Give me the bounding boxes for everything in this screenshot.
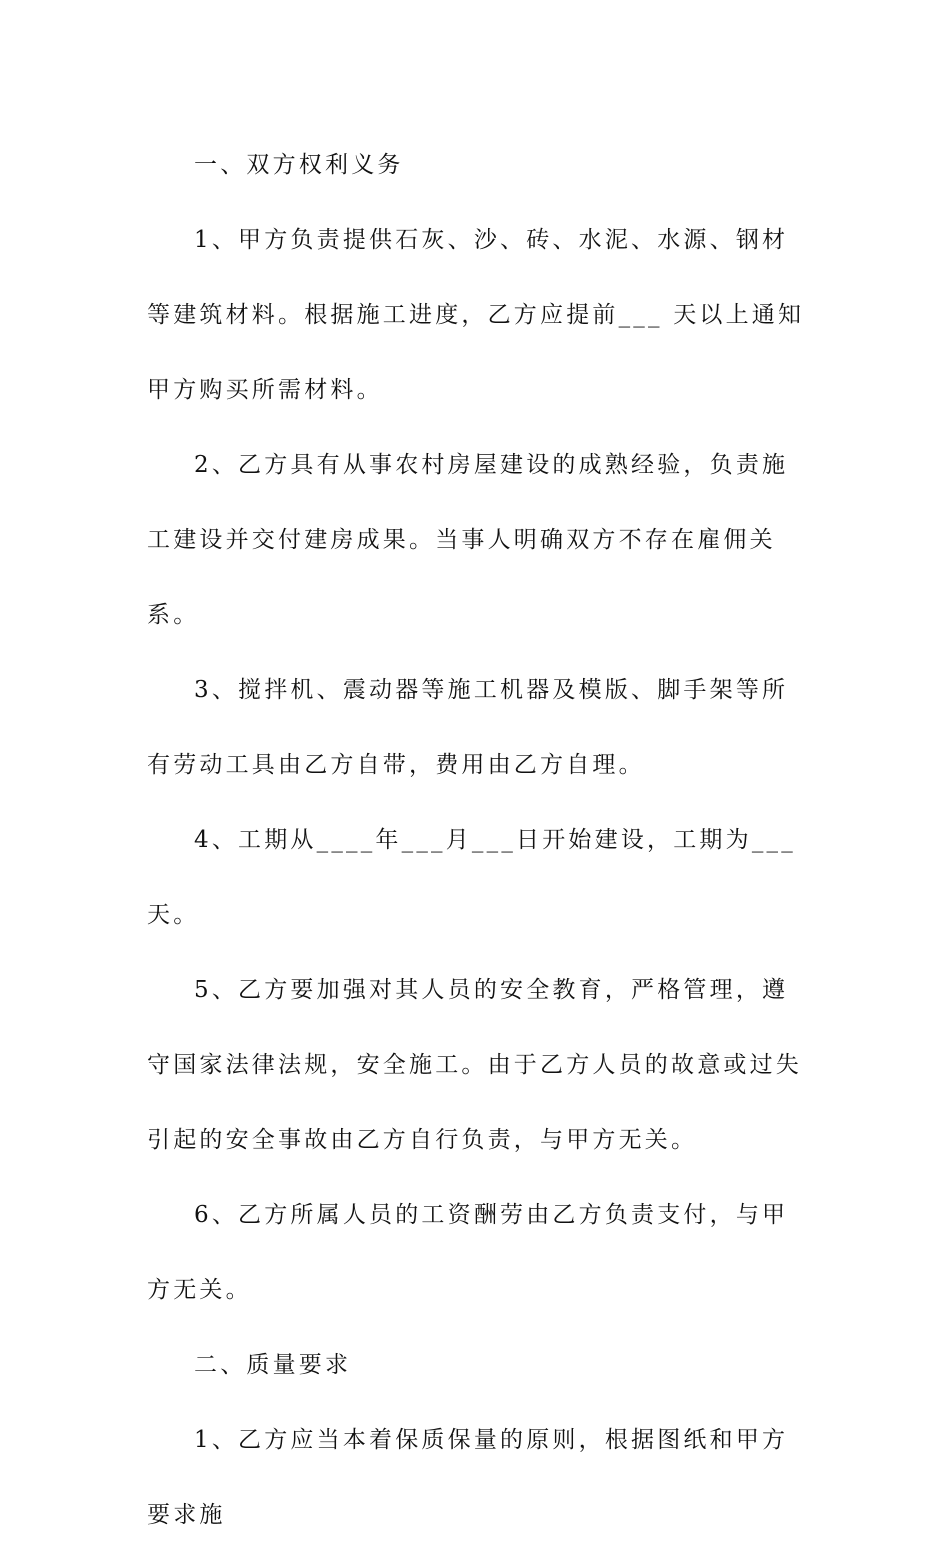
clause-paragraph: 5、乙方要加强对其人员的安全教育，严格管理，遵守国家法律法规，安全施工。由于乙方人员的故意或过失引起的安全事故由乙方自行负责，与甲方无关。	[147, 977, 802, 1153]
clause-paragraph: 4、工期从____年___月___日开始建设，工期为___天。	[147, 827, 796, 928]
document-body	[147, 128, 812, 1553]
section-heading-quality: 二、质量要求	[194, 1352, 352, 1378]
clause-paragraph: 1、乙方应当本着保质保量的原则，根据图纸和甲方要求施	[147, 1427, 789, 1528]
section-heading-rights: 一、双方权利义务	[194, 152, 404, 178]
clause-paragraph: 3、搅拌机、震动器等施工机器及模版、脚手架等所有劳动工具由乙方自带，费用由乙方自理。	[147, 677, 789, 778]
clause-paragraph: 6、乙方所属人员的工资酬劳由乙方负责支付，与甲方无关。	[147, 1202, 789, 1303]
clause-paragraph: 1、甲方负责提供石灰、沙、砖、水泥、水源、钢材等建筑材料。根据施工进度，乙方应提前___ 天以上通知甲方购买所需材料。	[147, 227, 805, 403]
clause-paragraph: 2、乙方具有从事农村房屋建设的成熟经验，负责施工建设并交付建房成果。当事人明确双方不存在雇佣关系。	[147, 452, 789, 628]
